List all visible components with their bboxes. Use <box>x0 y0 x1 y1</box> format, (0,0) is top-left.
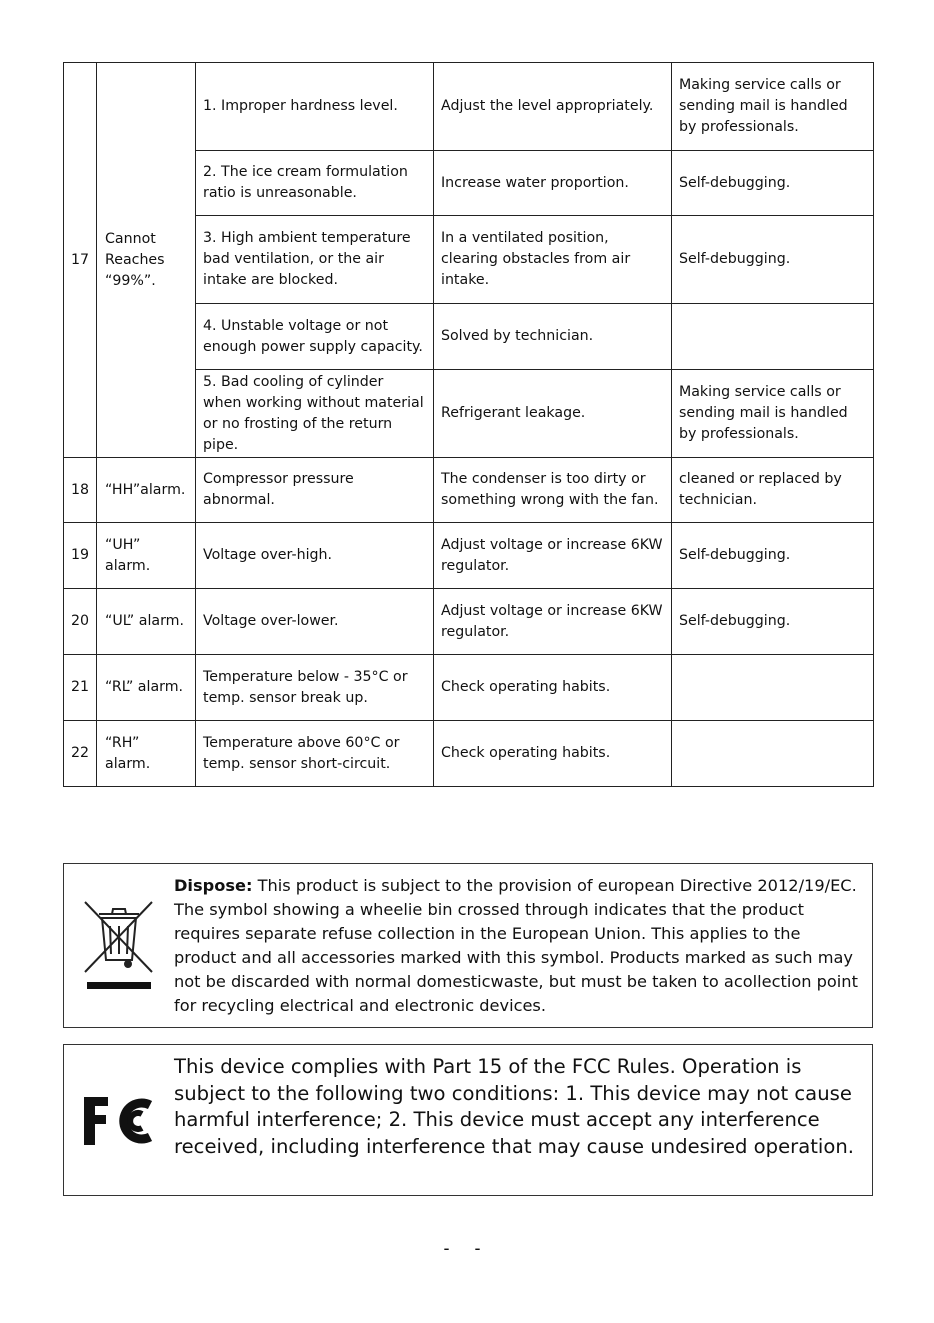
symptom-cell: “HH”alarm. <box>97 458 196 523</box>
cause-cell: Voltage over-lower. <box>196 589 434 655</box>
row-number: 21 <box>64 655 97 721</box>
solution-cell: Adjust the level appropriately. <box>434 63 672 151</box>
solution-cell: Check operating habits. <box>434 655 672 721</box>
symptom-cell: “RL” alarm. <box>97 655 196 721</box>
cause-cell: 1. Improper hardness level. <box>196 63 434 151</box>
solution-cell: Adjust voltage or increase 6KW regulator. <box>434 523 672 589</box>
action-cell: Self-debugging. <box>672 589 874 655</box>
dispose-lead: Dispose: <box>174 876 253 895</box>
table-row <box>64 655 874 721</box>
symptom-cell: “RH” alarm. <box>97 721 196 787</box>
table-row <box>64 63 874 151</box>
action-cell <box>672 304 874 370</box>
row-number: 17 <box>64 63 97 458</box>
cause-cell: Temperature above 60°C or temp. sensor short-circuit. <box>196 721 434 787</box>
table-row <box>64 589 874 655</box>
dispose-body: This product is subject to the provision of european Directive 2012/19/EC. The symbol showing a wheelie bin crossed through indicates that the product requires separate refuse collection in the European Union. This applies to the product and all accessories marked with this symbol. Products marked as such may not be discarded with normal domesticwaste, but must be taken to acollection point for recycling electrical and electronic devices. <box>174 876 858 1015</box>
table-row <box>64 523 874 589</box>
action-cell: cleaned or replaced by technician. <box>672 458 874 523</box>
action-cell <box>672 655 874 721</box>
cause-cell: Voltage over-high. <box>196 523 434 589</box>
cause-cell: 5. Bad cooling of cylinder when working without material or no frosting of the return pipe. <box>196 370 434 458</box>
action-cell: Making service calls or sending mail is handled by professionals. <box>672 63 874 151</box>
solution-cell: Check operating habits. <box>434 721 672 787</box>
fcc-notice <box>63 1044 873 1196</box>
solution-cell: Refrigerant leakage. <box>434 370 672 458</box>
action-cell <box>672 721 874 787</box>
action-cell: Self-debugging. <box>672 523 874 589</box>
table-row <box>64 721 874 787</box>
symptom-cell: Cannot Reaches “99%”. <box>97 63 196 458</box>
table-row <box>64 458 874 523</box>
dispose-notice <box>63 863 873 1028</box>
cause-cell: Temperature below - 35°C or temp. sensor break up. <box>196 655 434 721</box>
weee-crossed-bin-icon <box>82 900 156 992</box>
row-number: 20 <box>64 589 97 655</box>
solution-cell: Solved by technician. <box>434 304 672 370</box>
row-number: 22 <box>64 721 97 787</box>
row-number: 19 <box>64 523 97 589</box>
cause-cell: 4. Unstable voltage or not enough power supply capacity. <box>196 304 434 370</box>
solution-cell: The condenser is too dirty or something wrong with the fan. <box>434 458 672 523</box>
symptom-cell: “UL” alarm. <box>97 589 196 655</box>
page-number: - - <box>443 1238 491 1258</box>
troubleshooting-table <box>63 62 874 787</box>
fcc-logo <box>82 1093 156 1149</box>
row-number: 18 <box>64 458 97 523</box>
solution-cell: In a ventilated position, clearing obstacles from air intake. <box>434 216 672 304</box>
cause-cell: 3. High ambient temperature bad ventilation, or the air intake are blocked. <box>196 216 434 304</box>
symptom-cell: “UH” alarm. <box>97 523 196 589</box>
cause-cell: 2. The ice cream formulation ratio is unreasonable. <box>196 151 434 216</box>
solution-cell: Adjust voltage or increase 6KW regulator. <box>434 589 672 655</box>
fcc-text: This device complies with Part 15 of the FCC Rules. Operation is subject to the following two conditions: 1. This device may not cause harmful interference; 2. This device must accept any interference received, including interference that may cause undesired operation. <box>174 1055 854 1158</box>
action-cell: Making service calls or sending mail is handled by professionals. <box>672 370 874 458</box>
solution-cell: Increase water proportion. <box>434 151 672 216</box>
action-cell: Self-debugging. <box>672 216 874 304</box>
cause-cell: Compressor pressure abnormal. <box>196 458 434 523</box>
action-cell: Self-debugging. <box>672 151 874 216</box>
dispose-text <box>174 874 864 1018</box>
